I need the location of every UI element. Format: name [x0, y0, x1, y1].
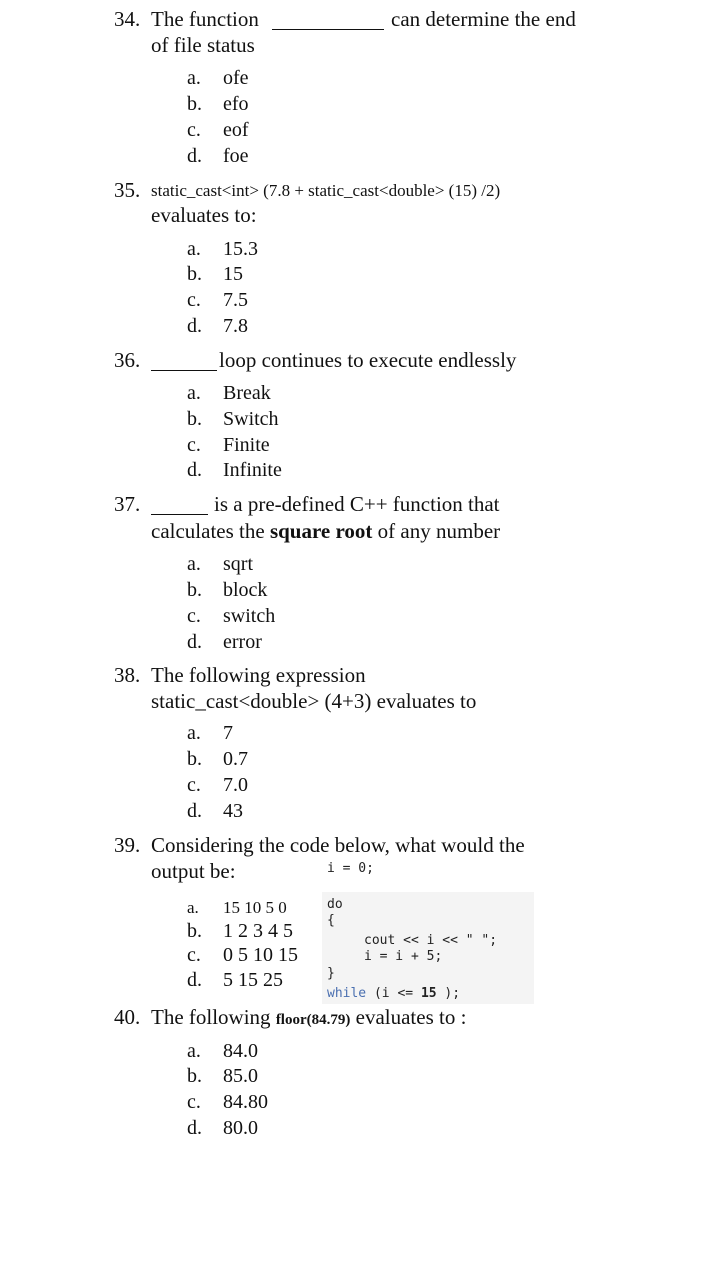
option-c[interactable]: c. 0 5 10 15 [187, 944, 298, 966]
option-a[interactable]: a. 7 [187, 722, 233, 744]
code-line: i = i + 5; [364, 949, 443, 964]
option-d[interactable]: d. foe [187, 145, 249, 167]
question-text: static_cast<int> (7.8 + static_cast<double> (15) /2) [151, 181, 501, 200]
answer-blank [272, 9, 384, 30]
option-d[interactable]: d. 5 15 25 [187, 969, 283, 991]
code-line: do [327, 897, 343, 912]
answer-blank [151, 494, 208, 515]
option-a[interactable]: a. ofe [187, 67, 249, 89]
question-number: 36. [114, 348, 141, 372]
option-a[interactable]: a. Break [187, 382, 271, 404]
code-line: { [327, 913, 335, 928]
question-text: can determine the end [391, 7, 576, 31]
option-d[interactable]: d. error [187, 631, 262, 653]
emphasis-text: floor(84.79) [275, 1012, 351, 1028]
question-text: static_cast<double> (4+3) evaluates to [151, 689, 477, 713]
option-b[interactable]: b. 0.7 [187, 748, 248, 770]
option-c[interactable]: c. Finite [187, 434, 270, 456]
option-a[interactable]: a. 15.3 [187, 238, 258, 260]
question-text: calculates the square root of any number [151, 519, 501, 543]
question-text: of file status [151, 33, 255, 57]
option-b[interactable]: b. 85.0 [187, 1065, 258, 1087]
question-number: 40. [114, 1005, 141, 1029]
emphasis-text: square root [269, 519, 373, 543]
option-a[interactable]: a. 84.0 [187, 1040, 258, 1062]
option-d[interactable]: d. Infinite [187, 459, 282, 481]
question-number: 37. [114, 492, 141, 516]
code-line: i = 0; [327, 861, 374, 876]
option-c[interactable]: c. 84.80 [187, 1091, 268, 1113]
question-number: 34. [114, 7, 141, 31]
question-number: 39. [114, 833, 141, 857]
question-text: The following expression [151, 663, 366, 687]
question-text: The following floor(84.79) evaluates to : [151, 1005, 467, 1029]
option-c[interactable]: c. 7.5 [187, 289, 248, 311]
option-c[interactable]: c. 7.0 [187, 774, 248, 796]
question-text: The function [151, 7, 259, 31]
option-c[interactable]: c. eof [187, 119, 249, 141]
question-text: output be: [151, 859, 236, 883]
option-b[interactable]: b. 1 2 3 4 5 [187, 920, 293, 942]
option-b[interactable]: b. 15 [187, 263, 243, 285]
option-d[interactable]: d. 7.8 [187, 315, 248, 337]
option-b[interactable]: b. Switch [187, 408, 279, 430]
question-text: evaluates to: [151, 203, 257, 227]
answer-blank [151, 350, 217, 371]
option-a[interactable]: a. 15 10 5 0 [187, 898, 287, 917]
question-text: loop continues to execute endlessly [219, 348, 517, 372]
code-line: while (i <= 15 ); [327, 986, 461, 1001]
option-a[interactable]: a. sqrt [187, 553, 253, 575]
option-d[interactable]: d. 43 [187, 800, 243, 822]
code-line: } [327, 966, 335, 981]
option-d[interactable]: d. 80.0 [187, 1117, 258, 1139]
option-c[interactable]: c. switch [187, 605, 276, 627]
question-text: is a pre-defined C++ function that [214, 492, 500, 516]
question-text: Considering the code below, what would the [151, 833, 525, 857]
option-b[interactable]: b. block [187, 579, 268, 601]
question-number: 38. [114, 663, 141, 687]
code-line: cout << i << " "; [364, 933, 498, 948]
option-b[interactable]: b. efo [187, 93, 249, 115]
question-number: 35. [114, 178, 141, 202]
